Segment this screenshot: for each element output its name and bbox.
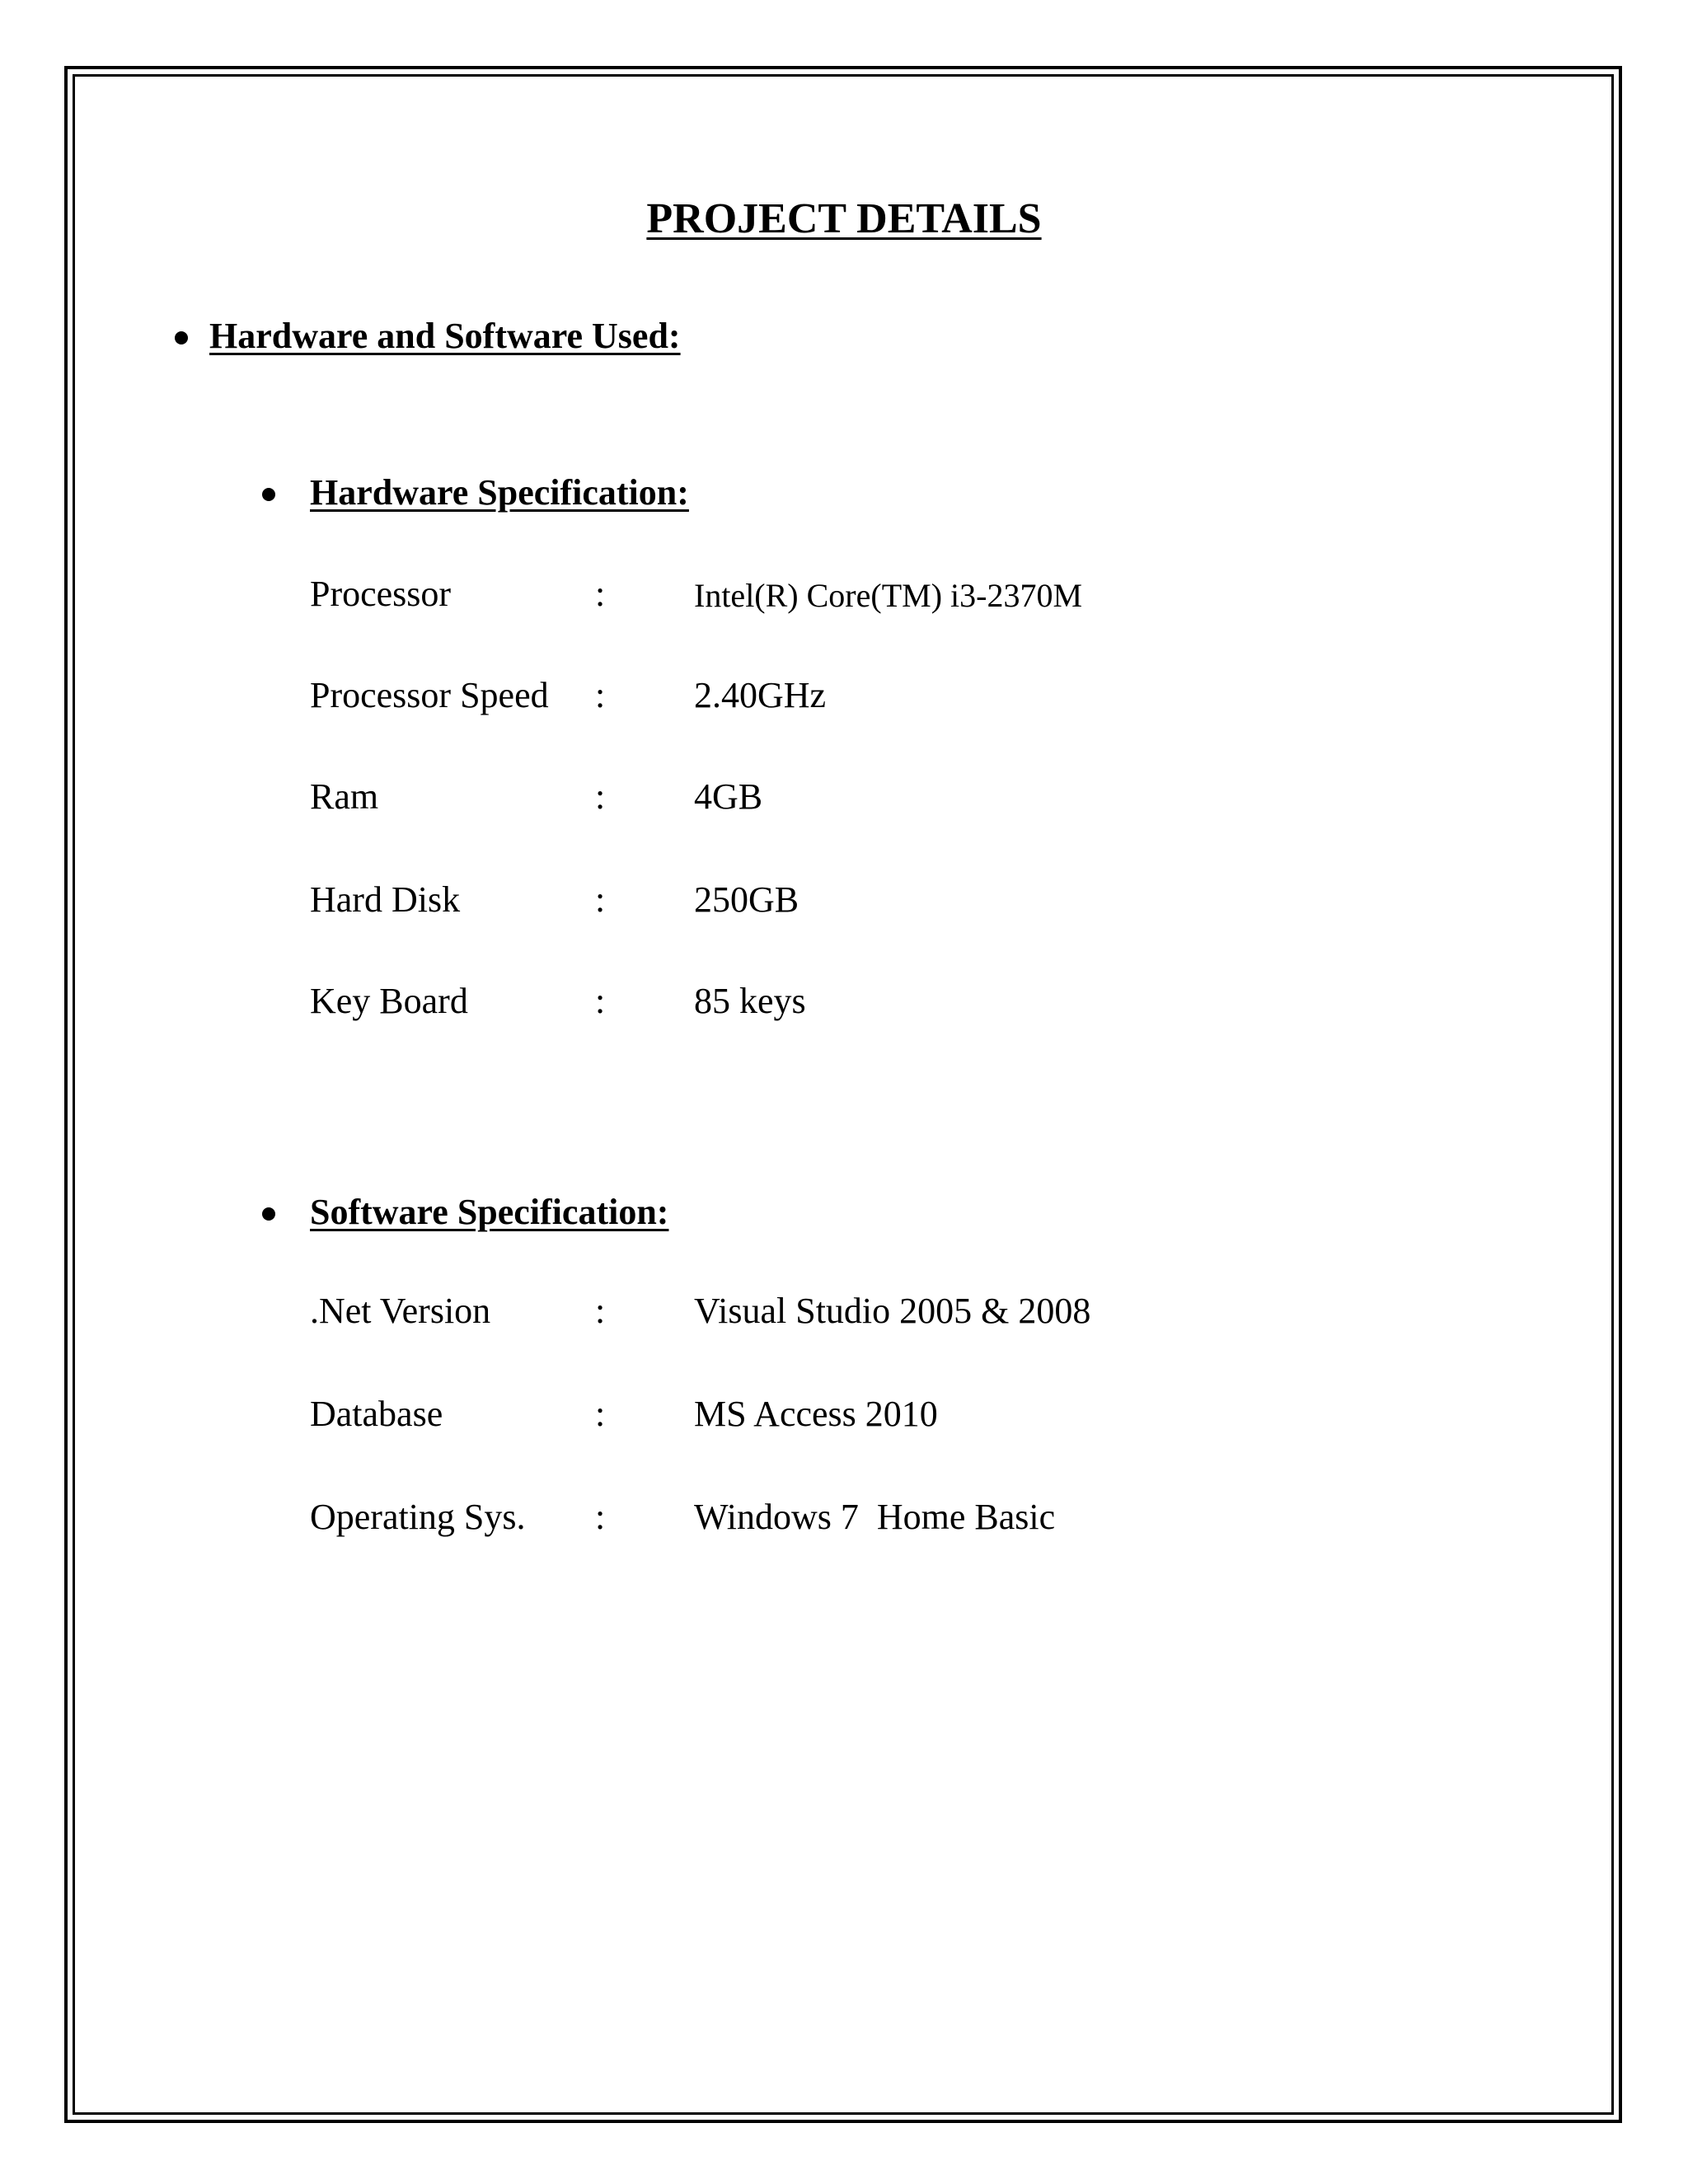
spec-value: 250GB [694, 879, 799, 920]
spec-separator: : [595, 879, 606, 920]
spec-value: MS Access 2010 [694, 1394, 938, 1434]
spec-label: Operating Sys. [310, 1497, 526, 1537]
spec-label: Processor [310, 574, 452, 614]
subsection-heading-hardware: Hardware Specification: [310, 472, 689, 513]
spec-value: Visual Studio 2005 & 2008 [694, 1291, 1091, 1331]
spec-label: .Net Version [310, 1291, 491, 1331]
spec-label: Ram [310, 776, 379, 817]
spec-separator: : [595, 574, 606, 614]
spec-label: Processor Speed [310, 675, 549, 715]
spec-value: 85 keys [694, 981, 806, 1021]
bullet-icon [175, 331, 188, 344]
bullet-icon [262, 488, 275, 501]
spec-value: 4GB [694, 776, 763, 817]
spec-separator: : [595, 1497, 606, 1537]
subsection-heading-software: Software Specification: [310, 1192, 669, 1232]
bullet-icon [262, 1207, 275, 1221]
spec-separator: : [595, 675, 606, 715]
spec-label: Key Board [310, 981, 468, 1021]
spec-value: Windows 7 Home Basic [694, 1497, 1056, 1537]
spec-value: Intel(R) Core(TM) i3-2370M [694, 577, 1083, 614]
spec-label: Hard Disk [310, 879, 461, 920]
page-title: PROJECT DETAILS [646, 195, 1042, 242]
spec-separator: : [595, 981, 606, 1021]
spec-separator: : [595, 1394, 606, 1434]
section-heading-hardware-software: Hardware and Software Used: [209, 316, 681, 356]
page-border-inner [73, 74, 1614, 2115]
spec-separator: : [595, 776, 606, 817]
spec-separator: : [595, 1291, 606, 1331]
spec-label: Database [310, 1394, 443, 1434]
spec-value: 2.40GHz [694, 675, 827, 715]
